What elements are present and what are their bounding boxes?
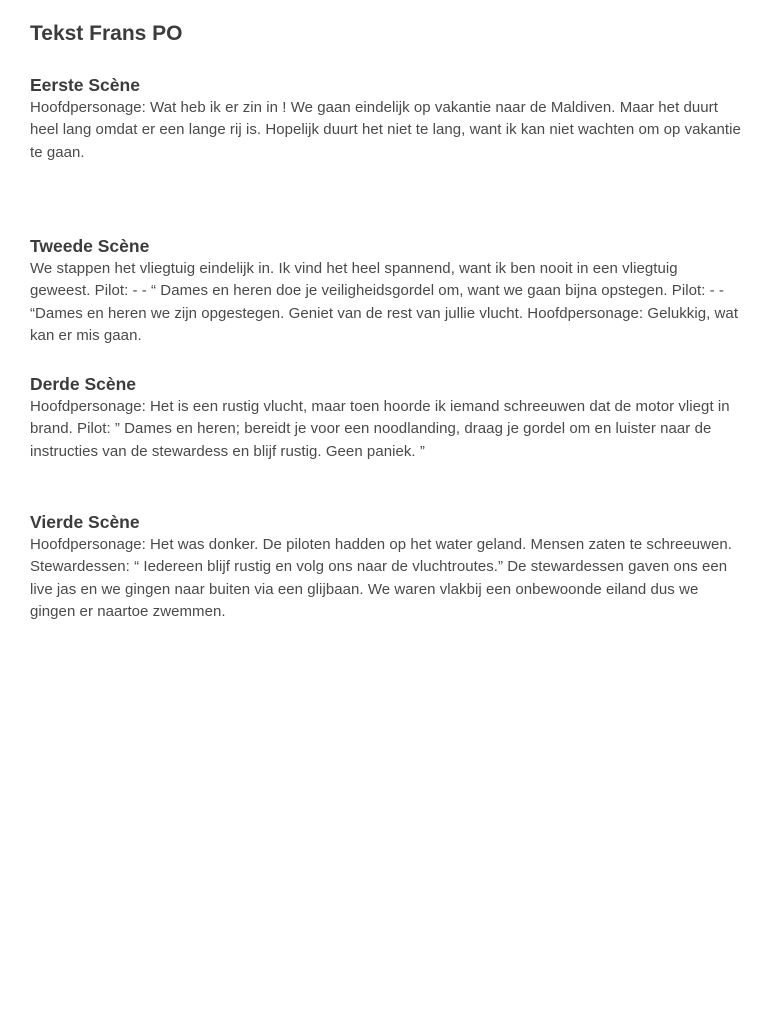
section-derde-scene [30,372,742,463]
section-heading: Derde Scène [30,374,137,394]
section-heading: Eerste Scène [30,75,140,95]
document-title: Tekst Frans PO [30,22,183,45]
section-eerste-scene [30,73,742,164]
document-page [30,20,742,620]
section-body: Hoofdpersonage: Het was donker. De piloten hadden op het water geland. Mensen zaten te schreeuwen. Stewardessen: “ Iedereen blijf rustig en volg ons naar de vluchtroutes.” De stewardessen gaven ons een live jas en we gingen naar buiten via een glijbaan. We waren vlakbij een onbewoonde eiland dus we gingen er naartoe zwemmen. [30,536,733,620]
section-vierde-scene [30,510,742,623]
section-heading: Tweede Scène [30,236,150,256]
section-heading: Vierde Scène [30,512,140,532]
section-body: Hoofdpersonage: Wat heb ik er zin in ! We gaan eindelijk op vakantie naar de Maldiven. Maar het duurt heel lang omdat er een lange rij is. Hopelijk duurt het niet te lang, want ik kan niet wachten om op vakantie te gaan. [30,99,741,161]
section-tweede-scene [30,234,742,347]
section-body: Hoofdpersonage: Het is een rustig vlucht, maar toen hoorde ik iemand schreeuwen dat de motor vliegt in brand. Pilot: ” Dames en heren; bereidt je voor een noodlanding, draag je gordel om en luister naar de instructies van de stewardess en blijf rustig. Geen paniek. ” [30,398,730,460]
section-body: We stappen het vliegtuig eindelijk in. Ik vind het heel spannend, want ik ben nooit in een vliegtuig geweest. Pilot: - - “ Dames en heren doe je veiligheidsgordel om, want we gaan bijna opstegen. Pilot: - - “Dames en heren we zijn opgestegen. Geniet van de rest van jullie vlucht. Hoofdpersonage: Gelukkig, wat kan er mis gaan. [30,260,739,344]
